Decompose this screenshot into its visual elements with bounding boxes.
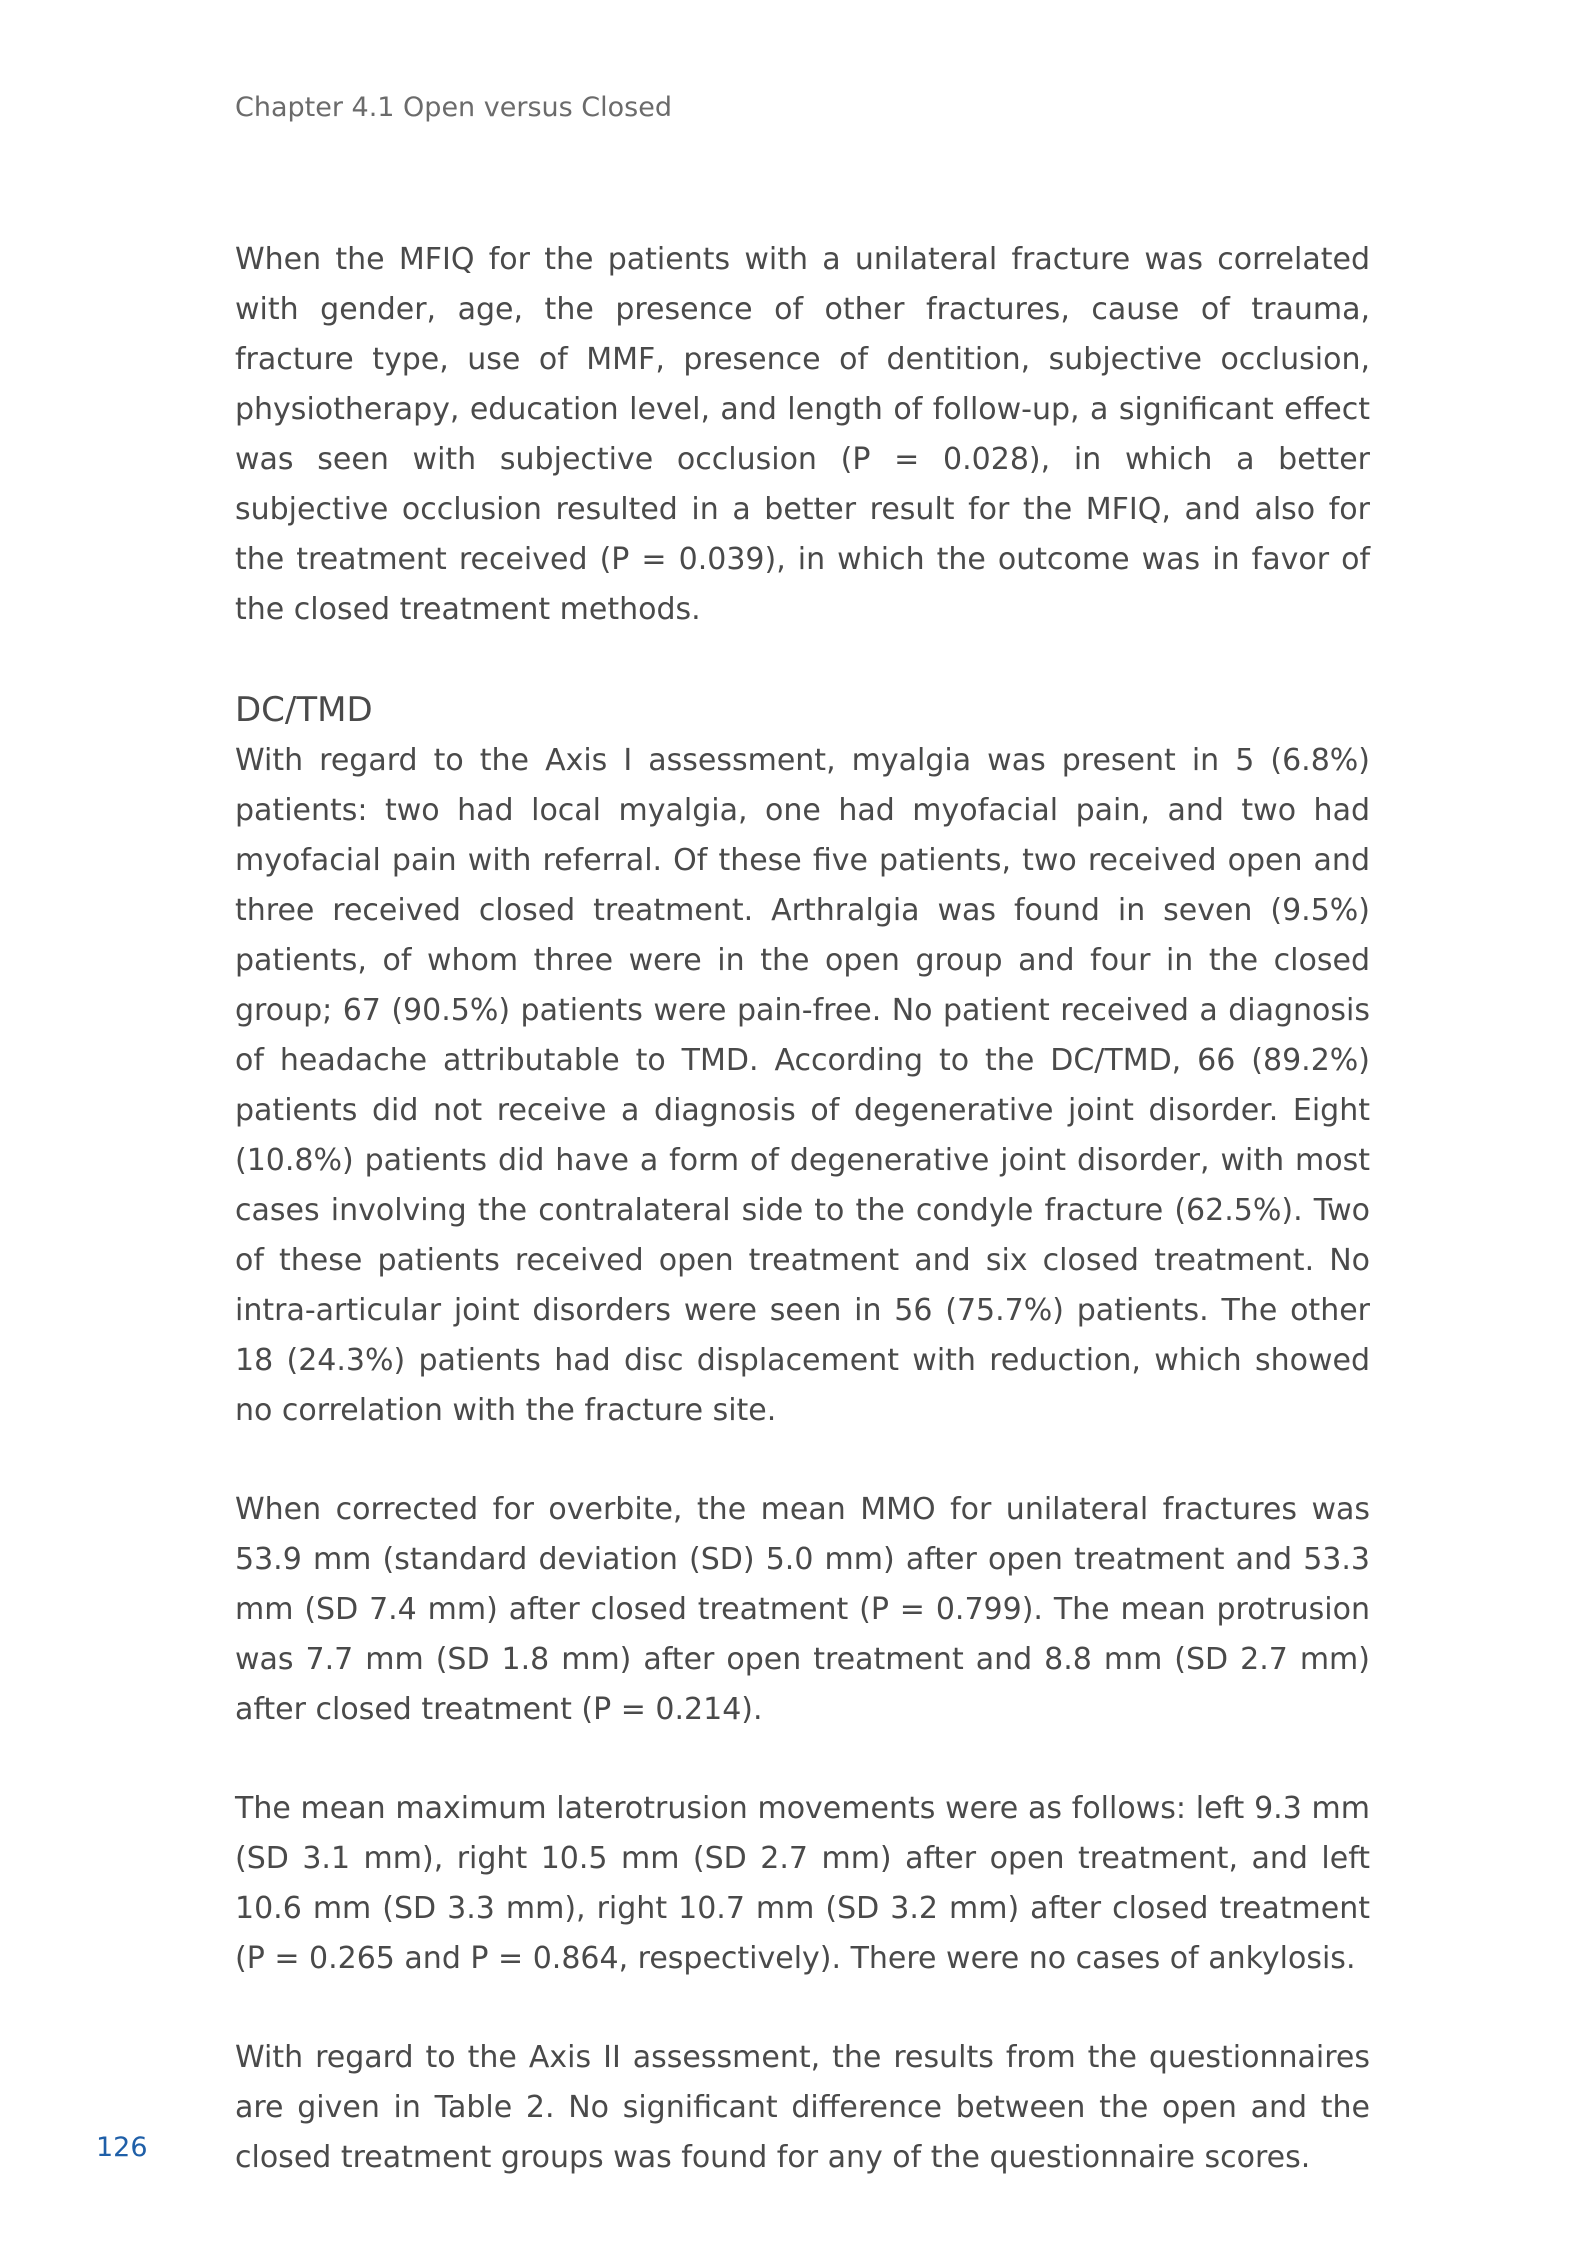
paragraph-axis-i-assessment: With regard to the Axis I assessment, myalgia was present in 5 (6.8%) patients: two had local myalgia, one had myofacial pain, and two had myofacial pain with referral. Of these five patients, two received open and three received closed treatment. Arthralgia was found in seven (9.5%) patients, of whom three were in the open group and four in the closed group; 67 (90.5%) patients were pain-free. No patient received a diagnosis of headache attributable to TMD. According to the DC/TMD, 66 (89.2%) patients did not receive a diagnosis of degenerative joint disorder. Eight (10.8%) patients did have a form of degenerative joint disorder, with most cases involving the contralateral side to the condyle fracture (62.5%). Two of these patients received open treatment and six closed treatment. No intra-articular joint disorders were seen in 56 (75.7%) patients. The other 18 (24.3%) patients had disc displacement with reduction, which showed no correlation with the fracture site.	[235, 743, 1370, 1428]
section-heading-dc-tmd: DC/TMD	[235, 690, 373, 730]
running-head: Chapter 4.1 Open versus Closed	[235, 92, 672, 123]
paragraph-mfiq-correlation: When the MFIQ for the patients with a unilateral fracture was correlated with gender, age, the presence of other fractures, cause of trauma, fracture type, use of MMF, presence of dentition, subjective occlusion, physiotherapy, education level, and length of follow-up, a significant effect was seen with subjective occlusion (P = 0.028), in which a better subjective occlusion resulted in a better result for the MFIQ, and also for the treatment received (P = 0.039), in which the outcome was in favor of the closed treatment methods.	[235, 242, 1370, 627]
page-number: 126	[96, 2132, 148, 2163]
paragraph-axis-ii-assessment: With regard to the Axis II assessment, the results from the questionnaires are given in Table 2. No significant difference between the open and the closed treatment groups was found for any of the questionnaire scores.	[235, 2040, 1370, 2175]
paragraph-laterotrusion: The mean maximum laterotrusion movements were as follows: left 9.3 mm (SD 3.1 mm), right 10.5 mm (SD 2.7 mm) after open treatment, and left 10.6 mm (SD 3.3 mm), right 10.7 mm (SD 3.2 mm) after closed treatment (P = 0.265 and P = 0.864, respectively). There were no cases of ankylosis.	[235, 1791, 1370, 1976]
paragraph-mmo-protrusion: When corrected for overbite, the mean MMO for unilateral fractures was 53.9 mm (standard deviation (SD) 5.0 mm) after open treatment and 53.3 mm (SD 7.4 mm) after closed treatment (P = 0.799). The mean protrusion was 7.7 mm (SD 1.8 mm) after open treatment and 8.8 mm (SD 2.7 mm) after closed treatment (P = 0.214).	[235, 1492, 1370, 1727]
main-text	[235, 235, 1370, 2183]
